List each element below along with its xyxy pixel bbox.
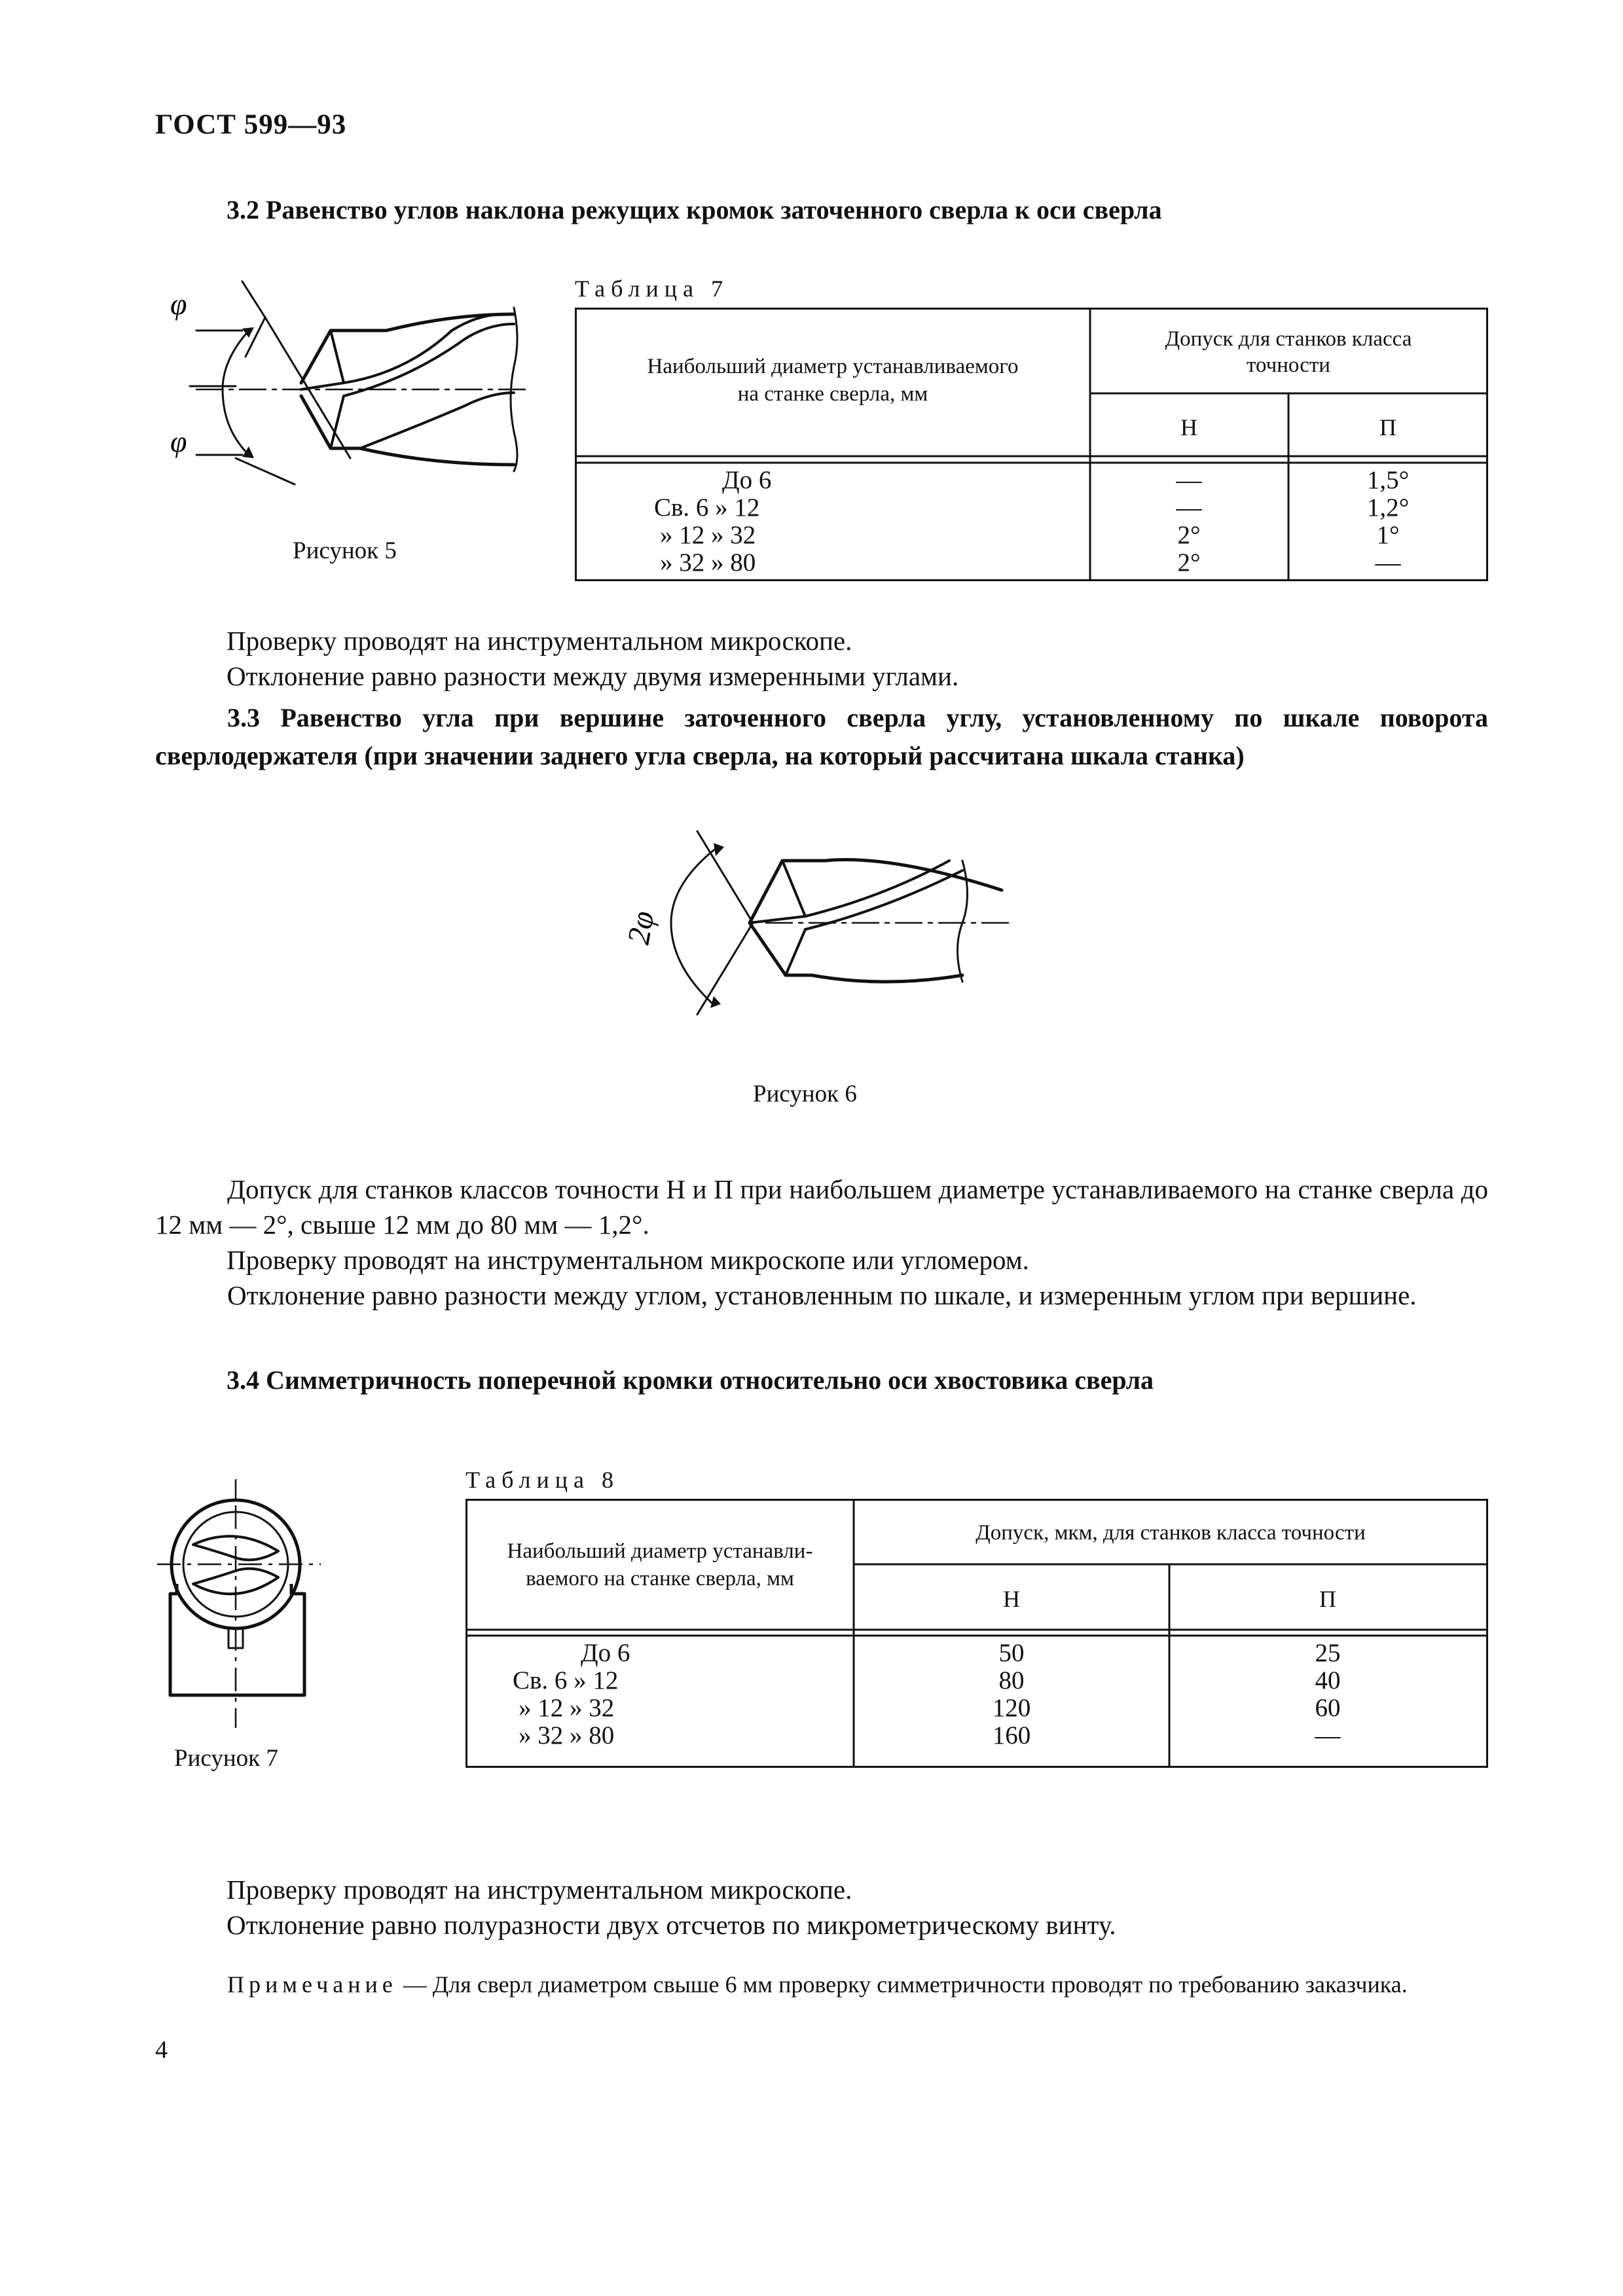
table-8-row-p: 25 bbox=[1315, 1639, 1341, 1667]
table-7-row-n: 2° bbox=[1177, 521, 1201, 549]
table-8 bbox=[465, 1499, 1488, 1768]
table-7-group-header-line1: Допуск для станков класса bbox=[1165, 327, 1412, 351]
table-8-row-p: 40 bbox=[1315, 1666, 1341, 1695]
document-header: ГОСТ 599—93 bbox=[155, 109, 347, 140]
table-8-row-n: 120 bbox=[992, 1694, 1031, 1722]
note-text: — Для сверл диаметром свыше 6 мм проверку симметричности проводят по требованию заказчика. bbox=[397, 1971, 1408, 1998]
table-8-col1-header-line1: Наибольший диаметр устанавли- bbox=[507, 1539, 813, 1563]
table-7-group-header-line2: точности bbox=[1247, 353, 1330, 377]
table-8-row-p: 60 bbox=[1315, 1694, 1341, 1722]
figure-7-drill-cross-section bbox=[157, 1479, 327, 1728]
table-7-header-n: Н bbox=[1180, 414, 1197, 440]
table-7-row-range: До 6 bbox=[722, 466, 772, 494]
table-8-row-range: Св. 6 » 12 bbox=[513, 1666, 619, 1695]
table-7-row-n: 2° bbox=[1177, 548, 1201, 577]
table-7-row-n: — bbox=[1176, 466, 1202, 494]
section-3-3-paragraph: Допуск для станков классов точности Н и П при наибольшем диаметре устанавливаемого на станке сверла до 12 мм — 2°, свыше 12 мм до 80 мм — 1,2°. bbox=[155, 1174, 1488, 1240]
section-3-4-paragraph: Проверку проводят на инструментальном микроскопе. bbox=[227, 1874, 852, 1905]
table-7-col1-header-line2: на станке сверла, мм bbox=[737, 382, 928, 406]
table-7-col1-header-line1: Наибольший диаметр устанавливаемого bbox=[647, 355, 1019, 378]
figure-6-angle-label: 2φ bbox=[621, 908, 661, 947]
table-7-row-n: — bbox=[1176, 493, 1202, 522]
figure-5-drill-tip bbox=[157, 268, 550, 504]
table-7-row-p: 1° bbox=[1376, 521, 1400, 549]
page-number: 4 bbox=[155, 2036, 168, 2064]
table-8-row-range: » 12 » 32 bbox=[519, 1694, 615, 1722]
section-3-2-paragraph: Отклонение равно разности между двумя измеренными углами. bbox=[227, 661, 959, 691]
table-8-col1-header-line2: ваемого на станке сверла, мм bbox=[526, 1567, 794, 1590]
table-8-header-n: Н bbox=[1003, 1586, 1020, 1612]
table-8-header-p: П bbox=[1319, 1586, 1336, 1612]
figure-5-caption: Рисунок 5 bbox=[293, 537, 397, 564]
table-7 bbox=[575, 308, 1488, 583]
table-8-group-header: Допуск, мкм, для станков класса точности bbox=[976, 1521, 1366, 1545]
section-3-4-paragraph: Отклонение равно полуразности двух отсчетов по микрометрическому винту. bbox=[227, 1910, 1116, 1940]
note bbox=[155, 1969, 1488, 2000]
table-8-row-n: 160 bbox=[992, 1721, 1031, 1749]
note-label: Примечание bbox=[227, 1971, 397, 1998]
figure-5-phi-top: φ bbox=[170, 287, 187, 321]
section-3-2-paragraph: Проверку проводят на инструментальном микроскопе. bbox=[227, 626, 852, 656]
section-3-4-title: 3.4 Симметричность поперечной кромки относительно оси хвостовика сверла bbox=[227, 1365, 1154, 1395]
table-8-row-range: До 6 bbox=[581, 1639, 630, 1667]
table-8-caption: Таблица 8 bbox=[465, 1467, 619, 1493]
table-7-row-range: » 12 » 32 bbox=[660, 521, 756, 549]
table-7-row-p: 1,2° bbox=[1366, 493, 1410, 522]
section-3-3-paragraph: Отклонение равно разности между углом, установленным по шкале, и измеренным углом при вершине. bbox=[227, 1280, 1417, 1310]
table-7-row-range: Св. 6 » 12 bbox=[654, 493, 760, 522]
table-8-row-p: — bbox=[1315, 1721, 1341, 1749]
table-8-row-n: 80 bbox=[998, 1666, 1025, 1695]
table-7-row-p: 1,5° bbox=[1366, 466, 1410, 494]
table-7-header-p: П bbox=[1379, 414, 1396, 440]
section-3-3-title: 3.3 Равенство угла при вершине заточенного сверла углу, установленному по шкале поворота сверлодержателя (при значении заднего угла сверла, на который рассчитана шкала станка) bbox=[155, 703, 1488, 770]
figure-6-drill-tip bbox=[609, 818, 1021, 1034]
table-8-row-range: » 32 » 80 bbox=[519, 1721, 615, 1749]
section-3-3-paragraph: Проверку проводят на инструментальном микроскопе или угломером. bbox=[227, 1245, 1029, 1275]
table-7-row-range: » 32 » 80 bbox=[660, 548, 756, 577]
figure-5-phi-bottom: φ bbox=[170, 425, 187, 458]
table-7-row-p: — bbox=[1375, 548, 1401, 577]
figure-6-caption: Рисунок 6 bbox=[753, 1081, 857, 1107]
table-7-caption: Таблица 7 bbox=[575, 276, 729, 302]
figure-7-caption: Рисунок 7 bbox=[174, 1745, 278, 1772]
table-8-row-n: 50 bbox=[998, 1639, 1025, 1667]
section-3-2-title: 3.2 Равенство углов наклона режущих кромок заточенного сверла к оси сверла bbox=[227, 195, 1162, 224]
